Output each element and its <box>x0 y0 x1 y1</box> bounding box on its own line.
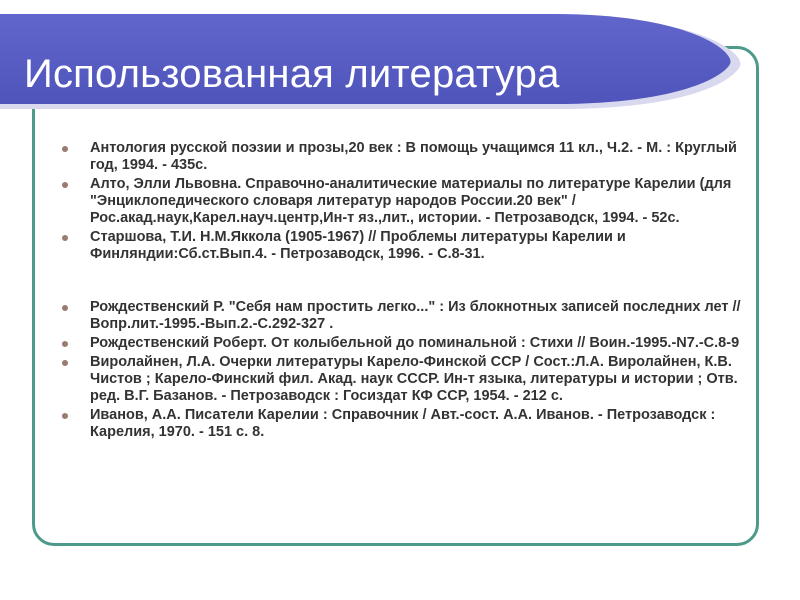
list-item <box>62 354 742 405</box>
reference-text: Рождественский Р. "Себя нам простить легко..." : Из блокнотных записей последних лет // Вопр.лит.-1995.-Вып.2.-С.292-327 . <box>90 299 741 332</box>
list-item <box>62 299 742 333</box>
reference-text: Алто, Элли Львовна. Справочно-аналитические материалы по литературе Карелии (для "Энциклопедического словаря литератур народов России.20 век" / Рос.акад.наук,Карел.науч.центр,Ин-т яз.,лит., истории. - Петрозаводск, 1994. - 52с. <box>90 176 732 226</box>
references-list <box>62 140 742 443</box>
reference-text: Иванов, А.А. Писатели Карелии : Справочник / Авт.-сост. А.А. Иванов. - Петрозаводск : Карелия, 1970. - 151 с. 8. <box>90 407 716 440</box>
bullet-icon <box>62 341 68 347</box>
bullet-icon <box>62 146 68 152</box>
reference-text: Антология русской поэзии и прозы,20 век : В помощь учащимся 11 кл., Ч.2. - М. : Круглый год, 1994. - 435с. <box>90 140 737 173</box>
bullet-icon <box>62 413 68 419</box>
list-item <box>62 335 742 352</box>
title-banner <box>0 14 746 114</box>
list-spacer <box>62 265 742 299</box>
reference-text: Рождественский Роберт. От колыбельной до поминальной : Стихи // Воин.-1995.-N7.-С.8-9 <box>90 335 740 351</box>
bullet-icon <box>62 182 68 188</box>
list-item <box>62 407 742 441</box>
bullet-icon <box>62 235 68 241</box>
list-item <box>62 140 742 174</box>
list-item <box>62 229 742 263</box>
list-item <box>62 176 742 227</box>
bullet-icon <box>62 360 68 366</box>
reference-text: Виролайнен, Л.А. Очерки литературы Карело-Финской ССР / Сост.:Л.А. Виролайнен, К.В. Чистов ; Карело-Финский фил. Акад. наук СССР. Ин-т языка, литературы и истории ; Отв. ред. В.Г. Базанов. - Петрозаводск : Госиздат КФ ССР, 1954. - 212 с. <box>90 354 738 404</box>
bullet-icon <box>62 305 68 311</box>
reference-text: Старшова, Т.И. Н.М.Яккола (1905-1967) // Проблемы литературы Карелии и Финляндии:Сб.ст.Вып.4. - Петрозаводск, 1996. - С.8-31. <box>90 229 626 262</box>
page-title: Использованная литература <box>24 52 560 96</box>
